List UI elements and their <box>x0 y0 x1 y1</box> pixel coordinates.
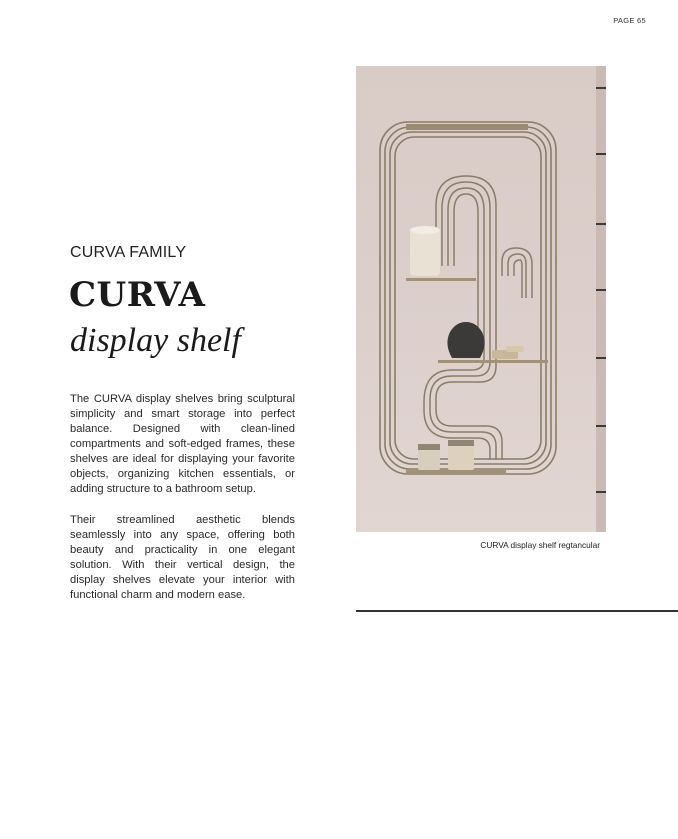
section-divider <box>356 610 678 612</box>
description-paragraph-1: The CURVA display shelves bring sculptural simplicity and smart storage into perfect balance. Designed with clean-lined compartments and soft-edged frames, these shelves are ideal for displaying your favorite objects, organizing kitchen essentials, or adding structure to a bathroom setup. <box>70 393 295 495</box>
photo-caption: CURVA display shelf regtancular <box>480 540 600 550</box>
product-subtitle: display shelf <box>70 322 241 359</box>
product-family-label: CURVA FAMILY <box>70 244 187 261</box>
description-paragraph-2: Their streamlined aesthetic blends seamlessly into any space, offering both beauty and practicality in one elegant solution. With their vertical design, the display shelves elevate your interior with functional charm and modern ease. <box>70 514 295 601</box>
product-photo <box>356 66 606 532</box>
product-title: CURVA <box>69 275 206 315</box>
page-number: PAGE 65 <box>613 16 646 25</box>
curva-shelf-illustration <box>356 66 606 532</box>
